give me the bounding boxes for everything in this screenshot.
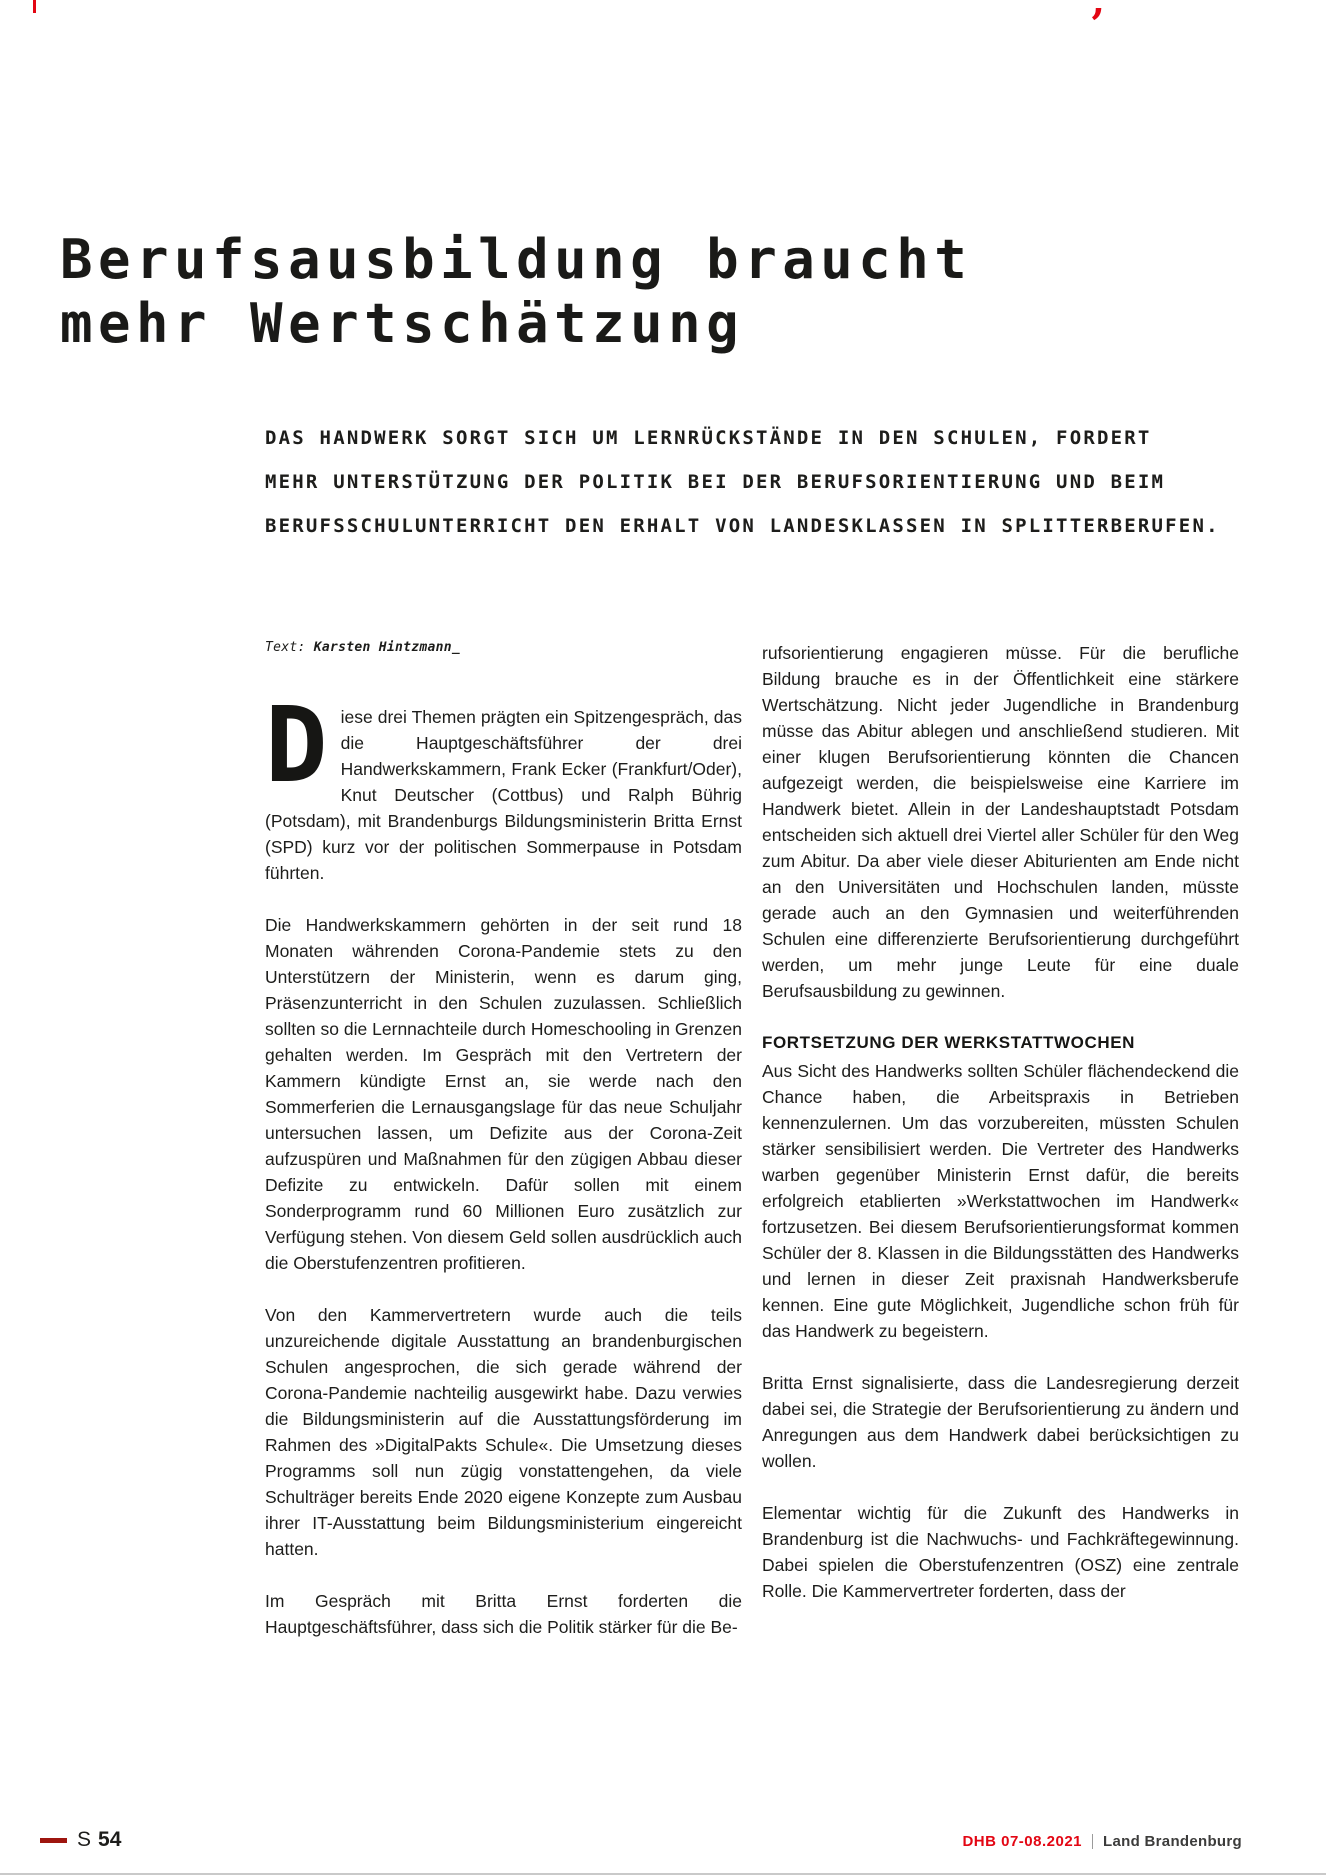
byline-author: Karsten Hintzmann_: [313, 640, 461, 655]
footer-issue-info: [962, 1833, 1242, 1850]
byline: [265, 640, 742, 656]
paragraph: Aus Sicht des Handwerks sollten Schüler flächendeckend die Chance haben, die Arbeitspraxis in Betrieben kennenzulernen. Um das vorzubereiten, müssten Schulen stärker sensibilisiert werden. Die Vertreter des Handwerks warben gegenüber Ministerin Ernst dafür, die bereits erfolgreich etablierten »Werkstattwochen im Handwerk« fortzusetzen. Bei diesem Berufsorientierungsformat kommen Schüler der 8. Klassen in die Bildungsstätten des Handwerks und lernen in dieser Zeit praxisnah Handwerksberufe kennen. Eine gute Möglichkeit, Jugendliche schon früh für das Handwerk zu begeistern.: [762, 1061, 1239, 1341]
footer-issue-label: DHB 07-08.2021: [962, 1833, 1083, 1850]
paragraph: [265, 684, 742, 886]
section-subhead: FORTSETZUNG DER WERKSTATTWOCHEN: [762, 1033, 1136, 1052]
headline-line-2: mehr Wertschätzung: [60, 292, 745, 356]
footer-dash-icon: [40, 1838, 67, 1843]
paragraph: Britta Ernst signalisierte, dass die Landesregierung derzeit dabei sei, die Strategie der Berufsorientierung zu ändern und Anregungen aus dem Handwerk dabei berücksichtigen zu wollen.: [762, 1373, 1239, 1471]
byline-prefix: Text:: [265, 640, 306, 655]
headline-line-1: Berufsausbildung braucht: [60, 228, 973, 292]
standfirst-line-2: MEHR UNTERSTÜTZUNG DER POLITIK BEI DER BERUFSORIENTIERUNG UND BEIM: [265, 471, 1166, 493]
paragraph-text: iese drei Themen prägten ein Spitzengespräch, das die Hauptgeschäftsführer der drei Handwerkskammern, Frank Ecker (Frankfurt/Oder), Knut Deutscher (Cottbus) und Ralph Bührig (Potsdam), mit Brandenburgs Bildungsministerin Britta Ernst (SPD) kurz vor der politischen Sommerpause in Potsdam führten.: [265, 707, 742, 883]
standfirst-line-3: BERUFSSCHULUNTERRICHT DEN ERHALT VON LANDESKLASSEN IN SPLITTERBERUFEN.: [265, 515, 1220, 537]
paragraph: Elementar wichtig für die Zukunft des Handwerks in Brandenburg ist die Nachwuchs- und Fachkräftegewinnung. Dabei spielen die Oberstufenzentren (OSZ) eine zentrale Rolle. Die Kammervertreter forderten, dass der: [762, 1503, 1239, 1601]
article-standfirst: [265, 416, 1220, 548]
body-column-right: [762, 640, 1239, 1604]
standfirst-line-1: DAS HANDWERK SORGT SICH UM LERNRÜCKSTÄNDE IN DEN SCHULEN, FORDERT: [265, 427, 1152, 449]
paragraph: Die Handwerkskammern gehörten in der seit rund 18 Monaten währenden Corona-Pandemie stets zu den Unterstützern der Ministerin, wenn es darum ging, Präsenzunterricht in den Schulen zuzulassen. Schließlich sollten so die Lernnachteile durch Homeschooling in Grenzen gehalten werden. Im Gespräch mit den Vertretern der Kammern kündigte Ernst an, sie werde nach den Sommerferien die Lernausgangslage für das neue Schuljahr untersuchen lassen, um Defizite aus der Corona-Zeit aufzuspüren und Maßnahmen für den zügigen Abbau dieser Defizite zu entwickeln. Dafür sollen mit einem Sonderprogramm rund 60 Millionen Euro zusätzlich zur Verfügung stehen. Von diesem Geld sollen ausdrücklich auch die Oberstufenzentren profitieren.: [265, 915, 742, 1273]
article-headline: [60, 228, 972, 356]
paragraph: Von den Kammervertretern wurde auch die teils unzureichende digitale Ausstattung an brandenburgischen Schulen angesprochen, die sich gerade während der Corona-Pandemie nachteilig ausgewirkt habe. Dazu verwies die Bildungsministerin auf die Ausstattungsförderung im Rahmen des »DigitalPakts Schule«. Die Umsetzung dieses Programms soll nun zügig vonstattengehen, da viele Schulträger bereits Ende 2020 eigene Konzepte zum Ausbau ihrer IT-Ausstattung beim Bildungsministerium eingereicht hatten.: [265, 1305, 742, 1559]
paragraph: rufsorientierung engagieren müsse. Für die berufliche Bildung brauche es in der Öffentlichkeit eine stärkere Wertschätzung. Nicht jeder Jugendliche in Brandenburg müsse das Abitur ablegen und anschließend studieren. Mit einer klugen Berufsorientierung könnten die Chancen aufgezeigt werden, die beispielsweise eine Karriere im Handwerk bietet. Allein in der Landeshauptstadt Potsdam entscheiden sich aktuell drei Viertel aller Schüler für den Weg zum Abitur. Da aber viele dieser Abiturienten am Ende nicht an den Universitäten und Hochschulen landen, müsste gerade auch an den Gymnasien und weiterführenden Schulen eine differenzierte Berufsorientierung durchgeführt werden, um mehr junge Leute für eine duale Berufsausbildung zu gewinnen.: [762, 643, 1239, 1001]
dropcap-letter: D: [265, 684, 328, 806]
body-column-left: [265, 640, 742, 1640]
footer-page-number: 54: [98, 1828, 122, 1851]
paragraph: Im Gespräch mit Britta Ernst forderten die Hauptgeschäftsführer, dass sich die Politik stärker für die Be-: [265, 1591, 742, 1637]
footer-section-label: Land Brandenburg: [1103, 1833, 1242, 1850]
footer-separator: [1092, 1834, 1093, 1849]
quote-mark-icon: ’: [1090, 0, 1105, 49]
footer-page-prefix: S: [77, 1828, 94, 1851]
crop-mark-icon: [33, 0, 36, 13]
footer-page-indicator: [40, 1828, 121, 1852]
